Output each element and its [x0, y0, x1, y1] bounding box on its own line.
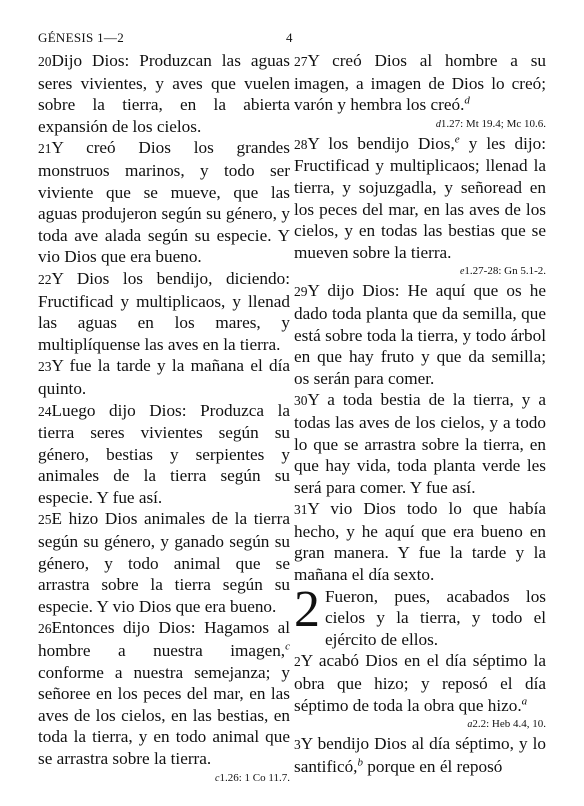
- footnote-text: 2.2: Heb 4.4, 10.: [472, 718, 546, 731]
- verse-number: 26: [38, 621, 52, 637]
- footnote-mark: d: [435, 118, 441, 130]
- right-column: [294, 50, 546, 777]
- footnote: [294, 116, 546, 133]
- verse-20: [38, 50, 290, 137]
- verse-text: Y fue la tarde y la mañana el día quinto.: [38, 356, 290, 398]
- verse-number: 22: [38, 271, 52, 287]
- verse-text: Entonces dijo Dios: Hagamos al hombre a nuestra imagen,: [38, 618, 290, 661]
- chapter-number: 2: [294, 580, 320, 638]
- verse-text: porque en él reposó: [367, 756, 503, 776]
- page-header: [0, 0, 584, 46]
- verse-text: y les dijo: Fructificad y multiplicaos; llenad la tierra, y sojuzgadla, y señoread en los peces del mar, en las aves de los cielos, y en todas las bestias que se mueven sobre la tierra.: [294, 133, 547, 262]
- verse-21: [38, 137, 290, 268]
- verse-28: [294, 133, 546, 264]
- footnote: [294, 716, 546, 733]
- verse-number: 30: [294, 393, 308, 409]
- footnote-mark: c: [215, 772, 220, 784]
- footnote-mark: e: [459, 266, 465, 278]
- verse-text: Y dijo Dios: He aquí que os he dado toda planta que da semilla, que está sobre toda la tierra, y todo árbol en que hay fruto y que da semilla; os serán para comer.: [294, 281, 546, 388]
- verse-number: 28: [294, 136, 308, 152]
- footnote-marker[interactable]: a: [521, 694, 528, 707]
- verse-24: [38, 400, 290, 509]
- verse-text: Y bendijo Dios al día séptimo, y lo santificó,: [294, 734, 546, 776]
- verse-text: Fueron, pues, acabados los cielos y la tierra, y todo el ejército de ellos.: [325, 586, 546, 649]
- verse-text: Y vio Dios todo lo que había hecho, y he aquí que era bueno en gran manera. Y fue la tarde y la mañana el día sexto.: [294, 499, 546, 585]
- verse-text: Y creó Dios los grandes monstruos marinos, y todo ser viviente que se mueve, que las aguas produjeron según su género, y toda ave alada según su especie. Y vio Dios que era bueno.: [38, 138, 290, 267]
- verse-number: 31: [294, 502, 308, 518]
- verse-29: [294, 280, 546, 389]
- running-header-reference: GÉNESIS 1—2: [38, 30, 124, 45]
- verse-26: [38, 617, 290, 769]
- verse-23: [38, 355, 290, 399]
- verse-text: Luego dijo Dios: Produzca la tierra seres vivientes según su género, bestias y serpientes y animales de la tierra según su especie. Y fue así.: [38, 400, 290, 507]
- left-column: [38, 50, 290, 787]
- verse-text: conforme a nuestra semejanza; y señoree en los peces del mar, en las aves de los cielos, en las bestias, en toda la tierra, y en todo animal que se arrastra sobre la tierra.: [38, 662, 290, 768]
- verse-number: 21: [38, 141, 52, 157]
- verse-27: [294, 50, 546, 116]
- verse-text: Dijo Dios: Produzcan las aguas seres vivientes, y aves que vuelen sobre la tierra, en la abierta expansión de los cielos.: [38, 51, 290, 136]
- verse-text: Y acabó Dios en el día séptimo la obra que hizo; y reposó el día séptimo de toda la obra que hizo.: [294, 651, 546, 715]
- verse-text: Y Dios los bendijo, diciendo: Fructificad y multiplicaos, y llenad las aguas en los mares, y multiplíquense las aves en la tierra.: [38, 268, 290, 354]
- footnote-marker[interactable]: c: [285, 640, 290, 653]
- verse-text: E hizo Dios animales de la tierra según su género, y ganado según su género, y todo animal que se arrastra sobre la tierra según su especie. Y vio Dios que era bueno.: [38, 509, 290, 616]
- verse-number: 2: [294, 654, 301, 670]
- verse-text: Y los bendijo Dios,: [307, 133, 455, 153]
- verse-text: Y creó Dios al hombre a su imagen, a imagen de Dios lo creó; varón y hembra los creó.: [294, 51, 546, 115]
- verse-number: 20: [38, 54, 52, 69]
- verse-number: 24: [38, 403, 52, 419]
- verse-31: [294, 498, 546, 585]
- verse-number: 3: [294, 737, 301, 753]
- verse-25: [38, 508, 290, 617]
- verse-number: 25: [38, 512, 52, 528]
- verse-2-3: [294, 733, 546, 777]
- verse-number: 23: [38, 359, 52, 375]
- verse-30: [294, 389, 546, 498]
- footnote-marker[interactable]: d: [464, 94, 470, 107]
- footnote-text: 1.27: Mt 19.4; Mc 10.6.: [440, 117, 546, 130]
- footnote: [38, 770, 290, 787]
- footnote-text: 1.26: 1 Co 11.7.: [219, 771, 290, 784]
- footnote-marker[interactable]: e: [454, 133, 460, 146]
- verse-2-2: [294, 650, 546, 716]
- footnote-marker[interactable]: b: [357, 756, 363, 769]
- verse-number: 27: [294, 54, 308, 69]
- verse-22: [38, 268, 290, 355]
- page-number: 4: [286, 30, 293, 45]
- footnote-text: 1.27-28: Gn 5.1-2.: [464, 265, 546, 278]
- footnote-mark: a: [467, 719, 473, 731]
- verse-text: Y a toda bestia de la tierra, y a todas las aves de los cielos, y a todo lo que se arrastra sobre la tierra, en que hay vida, toda planta verde les será para comer. Y fue así.: [294, 390, 546, 497]
- verse-number: 29: [294, 284, 308, 300]
- chapter-2-verse-1: [294, 580, 546, 651]
- footnote: [294, 263, 546, 280]
